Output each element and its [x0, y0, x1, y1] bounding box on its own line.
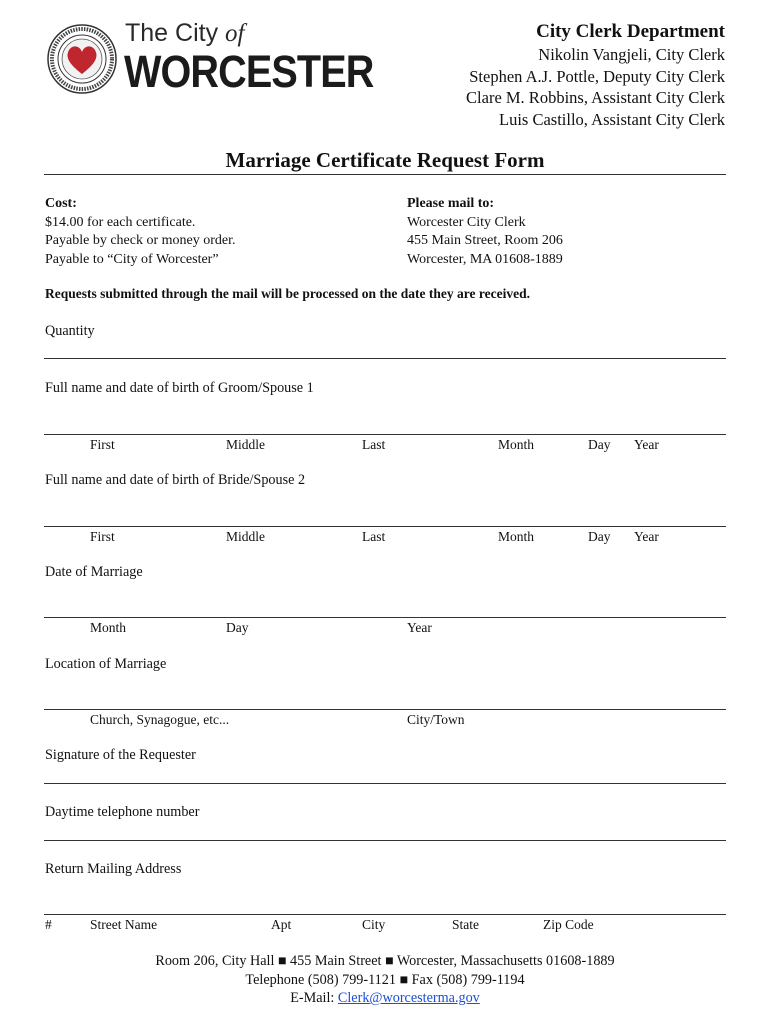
- cost-line: Payable to “City of Worcester”: [45, 251, 219, 267]
- marriage-date-label: Date of Marriage: [45, 564, 143, 580]
- footer-address: Room 206, City Hall ■ 455 Main Street ■ Worcester, Massachusetts 01608-1889: [155, 953, 615, 969]
- phone-line[interactable]: [44, 840, 726, 841]
- cost-line: $14.00 for each certificate.: [45, 214, 196, 230]
- mail-line: Worcester, MA 01608-1889: [407, 251, 563, 267]
- logo-text-top: The City of: [125, 19, 245, 47]
- sub-city: City: [362, 917, 386, 932]
- sub-month: Month: [90, 620, 127, 635]
- marriage-date-line[interactable]: [44, 617, 726, 618]
- cost-block: [45, 195, 236, 269]
- sub-year: Year: [634, 437, 659, 452]
- worcester-seal-icon: [47, 24, 117, 94]
- title-divider: [44, 174, 726, 175]
- footer-email-line: [0, 989, 770, 1008]
- location-label: Location of Marriage: [45, 656, 167, 672]
- sub-city-town: City/Town: [407, 712, 465, 727]
- sub-first: First: [90, 437, 115, 452]
- email-link[interactable]: Clerk@worcesterma.gov: [337, 990, 480, 1006]
- sub-last: Last: [362, 529, 386, 544]
- sub-street: Street Name: [90, 917, 158, 932]
- address-line[interactable]: [44, 914, 726, 915]
- spouse1-line[interactable]: [44, 434, 726, 435]
- sub-month: Month: [498, 437, 535, 452]
- sub-first: First: [90, 529, 115, 544]
- sub-middle: Middle: [226, 437, 265, 452]
- location-line[interactable]: [44, 709, 726, 710]
- quantity-line[interactable]: [44, 358, 726, 359]
- mail-block: [407, 195, 563, 269]
- email-label: E-Mail:: [290, 990, 338, 1006]
- sub-number: #: [45, 917, 52, 932]
- cost-line: Payable by check or money order.: [45, 233, 236, 248]
- staff-line: Clare M. Robbins, Assistant City Clerk: [466, 88, 725, 107]
- quantity-label: Quantity: [45, 323, 95, 339]
- sub-year: Year: [407, 620, 432, 635]
- footer: [0, 952, 770, 1008]
- mail-notice: Requests submitted through the mail will be processed on the date they are received.: [45, 286, 530, 301]
- department-block: [466, 20, 725, 130]
- department-name: City Clerk Department: [536, 21, 725, 42]
- signature-label: Signature of the Requester: [45, 747, 196, 763]
- sub-year: Year: [634, 529, 659, 544]
- signature-line[interactable]: [44, 783, 726, 784]
- sub-month: Month: [498, 529, 535, 544]
- spouse2-label: Full name and date of birth of Bride/Spouse 2: [45, 472, 306, 488]
- sub-day: Day: [588, 529, 611, 544]
- sub-day: Day: [588, 437, 611, 452]
- staff-line: Nikolin Vangjeli, City Clerk: [538, 45, 725, 64]
- staff-line: Luis Castillo, Assistant City Clerk: [499, 109, 725, 129]
- sub-day: Day: [226, 620, 249, 635]
- cost-label: Cost:: [45, 196, 77, 211]
- logo-text-worcester: WORCESTER: [124, 46, 374, 97]
- form-title: Marriage Certificate Request Form: [225, 148, 545, 172]
- spouse2-line[interactable]: [44, 526, 726, 527]
- mail-label: Please mail to:: [407, 196, 495, 211]
- sub-middle: Middle: [226, 529, 265, 544]
- sub-zip: Zip Code: [543, 917, 594, 932]
- sub-state: State: [452, 917, 479, 932]
- spouse1-label: Full name and date of birth of Groom/Spouse 1: [45, 380, 314, 396]
- footer-phone: Telephone (508) 799-1121 ■ Fax (508) 799-1194: [245, 971, 525, 988]
- sub-church: Church, Synagogue, etc...: [90, 712, 230, 727]
- phone-label: Daytime telephone number: [45, 804, 200, 820]
- sub-last: Last: [362, 437, 386, 452]
- address-label: Return Mailing Address: [45, 861, 182, 877]
- sub-apt: Apt: [271, 917, 292, 932]
- staff-line: Stephen A.J. Pottle, Deputy City Clerk: [469, 66, 725, 86]
- mail-line: 455 Main Street, Room 206: [407, 233, 563, 248]
- mail-line: Worcester City Clerk: [407, 214, 526, 230]
